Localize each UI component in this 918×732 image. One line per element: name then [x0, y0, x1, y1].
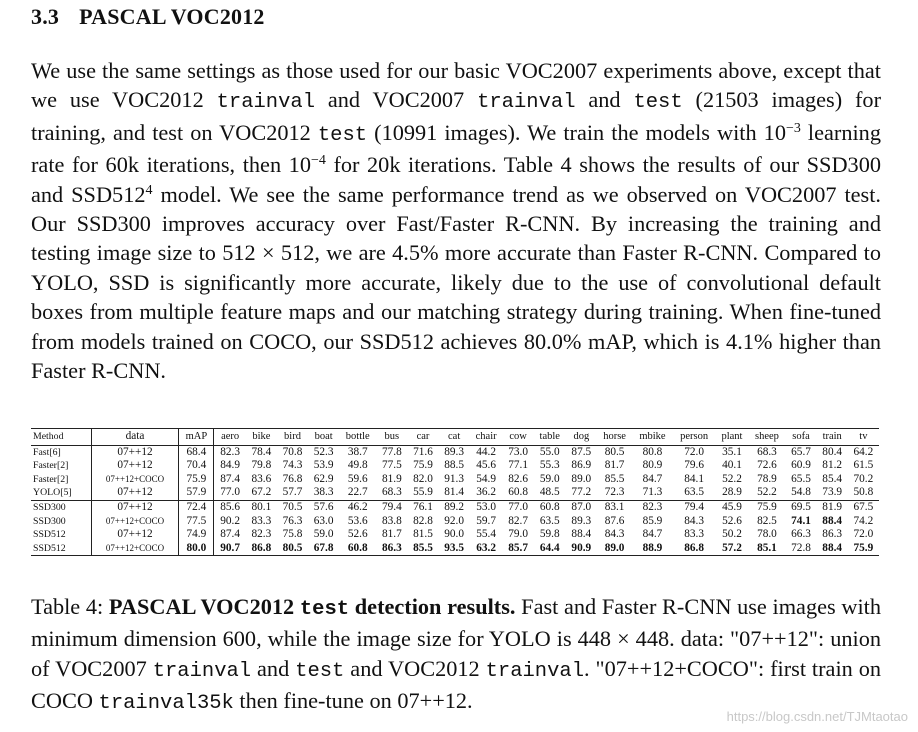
column-header: cow: [503, 429, 534, 446]
value-cell: 85.4: [822, 472, 843, 485]
value-cell: 79.4: [376, 500, 407, 514]
caption-text: and VOC2012: [344, 655, 486, 681]
value-cell: 70.2: [853, 472, 874, 485]
value-cell: 72.6: [757, 459, 777, 472]
method-cell: SSD300: [31, 500, 91, 514]
caption-code: trainval: [152, 659, 252, 683]
value-cell: 81.9: [817, 500, 848, 514]
value-cell: 77.2: [571, 486, 592, 499]
value-cell: 67.5: [848, 500, 879, 514]
column-header: sofa: [785, 429, 816, 446]
data-cell: 07++12+COCO: [91, 515, 179, 529]
value-cell: 89.3: [571, 514, 592, 527]
value-cell: 87.4: [220, 472, 241, 485]
value-cell: 52.6: [722, 514, 742, 527]
value-cell: 60.8: [508, 486, 529, 499]
value-cell: 80.5: [277, 542, 308, 556]
value-cell: 82.5: [757, 514, 777, 527]
value-cell: 63.5: [539, 514, 560, 527]
table-row: [31, 473, 879, 487]
table-caption: [31, 592, 881, 719]
value-cell: 86.9: [571, 459, 592, 472]
para-text: (21503 images) for training, and test on VOC2012: [31, 87, 881, 145]
column-header: dog: [566, 429, 597, 446]
value-cell: 50.8: [853, 486, 874, 499]
value-cell: 85.9: [642, 514, 663, 527]
column-header: mAP: [179, 429, 214, 446]
value-cell: 52.2: [722, 472, 742, 485]
value-cell: 80.1: [246, 500, 277, 514]
column-header: bus: [376, 429, 407, 446]
value-cell: 84.9: [220, 459, 241, 472]
value-cell: 83.1: [597, 500, 632, 514]
para-superscript: −3: [785, 120, 801, 136]
value-cell: 63.2: [470, 542, 503, 556]
data-cell: 07++12: [91, 459, 179, 473]
value-cell: 89.2: [439, 500, 470, 514]
column-header: data: [91, 429, 179, 446]
value-cell: 72.3: [604, 486, 625, 499]
value-cell: 86.3: [822, 528, 843, 541]
table-row: [31, 528, 879, 542]
value-cell: 64.2: [853, 445, 874, 458]
value-cell: 45.6: [476, 459, 497, 472]
value-cell: 60.8: [339, 542, 376, 556]
value-cell: 82.0: [413, 472, 433, 485]
value-cell: 88.5: [444, 459, 465, 472]
value-cell: 87.0: [566, 500, 597, 514]
value-cell: 81.5: [413, 528, 433, 541]
value-cell: 70.8: [282, 445, 303, 458]
value-cell: 22.7: [347, 486, 368, 499]
value-cell: 48.5: [539, 486, 560, 499]
value-cell: 89.0: [571, 472, 592, 485]
para-superscript: −4: [310, 153, 326, 169]
value-cell: 78.0: [757, 528, 777, 541]
value-cell: 35.1: [722, 445, 742, 458]
value-cell: 59.0: [539, 472, 560, 485]
value-cell: 89.3: [444, 445, 465, 458]
table-body: [31, 445, 879, 556]
caption-title: [109, 594, 516, 619]
value-cell: 69.5: [785, 500, 816, 514]
value-cell: 78.9: [757, 472, 777, 485]
value-cell: 77.5: [381, 459, 402, 472]
method-cell: SSD300: [33, 515, 66, 527]
value-cell: 85.5: [604, 472, 625, 485]
value-cell: 78.4: [251, 445, 272, 458]
value-cell: 84.3: [604, 528, 625, 541]
value-cell: 75.9: [179, 473, 214, 487]
data-cell: 07++12: [91, 445, 179, 459]
value-cell: 52.6: [347, 528, 368, 541]
value-cell: 81.9: [381, 472, 402, 485]
para-code: trainval: [477, 91, 576, 115]
column-header: person: [673, 429, 716, 446]
value-cell: 85.1: [748, 542, 785, 556]
value-cell: 90.2: [220, 514, 241, 527]
value-cell: 88.4: [571, 528, 592, 541]
para-code: test: [633, 91, 683, 115]
column-header: sheep: [748, 429, 785, 446]
value-cell: 44.2: [476, 445, 497, 458]
value-cell: 75.9: [848, 542, 879, 556]
column-header: mbike: [632, 429, 672, 446]
para-text: model. We see the same performance trend as we observed on VOC2007 test. Our SSD300 improves accuracy over Fast/Faster R-CNN. By increasing the training and testing image size to 512 × 512, we are 4.5% more accurate than Faster R-CNN. Compared to YOLO, SSD is significantly more accurate, likely due to the use of convolutional default boxes from multiple feature maps and our matching strategy during training. When fine-tuned from models trained on COCO, our SSD512 achieves 80.0% mAP, which is 4.1% higher than Faster R-CNN.: [31, 181, 882, 384]
value-cell: 82.3: [220, 445, 241, 458]
value-cell: 59.7: [476, 514, 497, 527]
value-cell: 86.8: [673, 542, 716, 556]
results-table: [31, 428, 879, 556]
value-cell: 49.8: [347, 459, 368, 472]
value-cell: 68.3: [381, 486, 402, 499]
column-header: table: [534, 429, 566, 446]
value-cell: 92.0: [444, 514, 465, 527]
caption-title-code: test: [299, 598, 350, 621]
section-number: 3.3: [31, 4, 60, 29]
data-cell: 07++12: [91, 528, 179, 542]
value-cell: 84.1: [684, 472, 704, 485]
table-row: [31, 500, 879, 514]
column-header: aero: [214, 429, 246, 446]
value-cell: 28.9: [722, 486, 742, 499]
value-cell: 81.7: [604, 459, 625, 472]
value-cell: 70.4: [179, 459, 214, 473]
column-header: plant: [716, 429, 749, 446]
value-cell: 72.0: [684, 445, 704, 458]
para-code: test: [317, 123, 368, 147]
column-header: boat: [308, 429, 339, 446]
watermark: https://blog.csdn.net/TJMtaotao: [726, 709, 908, 724]
value-cell: 74.9: [179, 528, 214, 542]
value-cell: 84.7: [642, 528, 663, 541]
value-cell: 90.0: [444, 528, 465, 541]
value-cell: 81.7: [381, 528, 402, 541]
value-cell: 91.3: [444, 472, 465, 485]
value-cell: 77.1: [508, 459, 529, 472]
value-cell: 71.6: [413, 445, 433, 458]
caption-code: test: [295, 659, 345, 683]
value-cell: 81.2: [822, 459, 843, 472]
data-cell: 07++12+COCO: [91, 473, 179, 487]
caption-title-text: PASCAL VOC2012: [108, 594, 300, 619]
value-cell: 70.5: [277, 500, 308, 514]
value-cell: 79.0: [508, 528, 529, 541]
value-cell: 83.8: [381, 514, 402, 527]
value-cell: 50.2: [722, 528, 742, 541]
value-cell: 86.3: [376, 542, 407, 556]
column-header: car: [407, 429, 438, 446]
value-cell: 85.6: [214, 500, 246, 514]
value-cell: 57.9: [179, 486, 214, 500]
value-cell: 66.3: [791, 528, 811, 541]
para-text: and: [575, 87, 634, 113]
section-heading: [31, 4, 265, 30]
value-cell: 86.8: [246, 542, 277, 556]
value-cell: 65.5: [791, 472, 811, 485]
value-cell: 84.3: [684, 514, 704, 527]
value-cell: 80.4: [822, 445, 843, 458]
value-cell: 52.2: [757, 486, 777, 499]
caption-text: Fast and Faster R-CNN use images with minimum dimension 600, while the image size for YOLO is 448 × 448. data: "07++12": union of VOC2007: [31, 594, 881, 681]
value-cell: 55.4: [476, 528, 497, 541]
value-cell: 80.8: [642, 445, 663, 458]
value-cell: 57.7: [282, 486, 303, 499]
column-header: chair: [470, 429, 503, 446]
value-cell: 90.9: [566, 542, 597, 556]
value-cell: 53.0: [470, 500, 503, 514]
value-cell: 55.3: [539, 459, 560, 472]
caption-text: then fine-tune on 07++12.: [233, 688, 473, 714]
column-header: cat: [439, 429, 470, 446]
value-cell: 63.0: [313, 514, 334, 527]
value-cell: 75.9: [748, 500, 785, 514]
value-cell: 80.0: [179, 542, 214, 556]
value-cell: 55.0: [539, 445, 560, 458]
value-cell: 52.3: [313, 445, 334, 458]
value-cell: 45.9: [716, 500, 749, 514]
para-code: trainval: [216, 91, 316, 115]
results-table-wrapper: [31, 428, 879, 556]
value-cell: 67.2: [251, 486, 272, 499]
method-cell: SSD512: [33, 529, 66, 541]
value-cell: 46.2: [339, 500, 376, 514]
value-cell: 72.8: [785, 542, 816, 556]
body-paragraph: [31, 56, 881, 385]
caption-text: and: [251, 655, 296, 681]
value-cell: 54.9: [476, 472, 497, 485]
value-cell: 82.3: [251, 528, 272, 541]
value-cell: 89.0: [597, 542, 632, 556]
value-cell: 59.0: [313, 528, 334, 541]
value-cell: 77.5: [179, 515, 214, 529]
value-cell: 59.8: [539, 528, 560, 541]
value-cell: 83.3: [684, 528, 704, 541]
value-cell: 67.8: [308, 542, 339, 556]
method-cell: SSD512: [31, 542, 91, 556]
column-header: Method: [31, 429, 91, 446]
method-cell: Faster[2]: [33, 460, 69, 472]
value-cell: 68.4: [179, 445, 214, 459]
para-text: (10991 images). We train the models with 10: [367, 119, 786, 145]
table-row: [31, 459, 879, 473]
value-cell: 82.3: [632, 500, 672, 514]
value-cell: 59.6: [347, 472, 368, 485]
value-cell: 87.6: [604, 514, 625, 527]
method-cell: Fast[6]: [33, 446, 61, 458]
value-cell: 75.9: [413, 459, 433, 472]
value-cell: 73.9: [822, 486, 843, 499]
column-header: horse: [597, 429, 632, 446]
value-cell: 55.9: [413, 486, 433, 499]
column-header: bike: [246, 429, 277, 446]
value-cell: 57.6: [308, 500, 339, 514]
value-cell: 93.5: [439, 542, 470, 556]
value-cell: 61.5: [853, 459, 874, 472]
method-cell: YOLO[5]: [33, 487, 72, 499]
column-header: bottle: [339, 429, 376, 446]
value-cell: 75.8: [282, 528, 303, 541]
value-cell: 79.6: [684, 459, 704, 472]
table-header-row: [31, 429, 879, 446]
value-cell: 79.8: [251, 459, 272, 472]
value-cell: 60.9: [791, 459, 811, 472]
value-cell: 76.3: [282, 514, 303, 527]
column-header: train: [817, 429, 848, 446]
caption-text: . "07++12+COCO": first train on COCO: [31, 655, 882, 714]
para-text: for 20k iterations. Table 4 shows the results of our SSD300 and SSD512: [31, 152, 881, 207]
data-cell: 07++12: [91, 486, 179, 500]
column-header: bird: [277, 429, 308, 446]
value-cell: 64.4: [534, 542, 566, 556]
value-cell: 82.6: [508, 472, 529, 485]
value-cell: 79.4: [673, 500, 716, 514]
value-cell: 68.3: [757, 445, 777, 458]
value-cell: 60.8: [534, 500, 566, 514]
value-cell: 88.4: [822, 514, 843, 527]
value-cell: 83.3: [251, 514, 272, 527]
value-cell: 90.7: [214, 542, 246, 556]
value-cell: 84.7: [642, 472, 663, 485]
value-cell: 77.0: [503, 500, 534, 514]
value-cell: 83.6: [251, 472, 272, 485]
value-cell: 74.1: [791, 514, 811, 527]
value-cell: 71.3: [642, 486, 663, 499]
footnote-marker: 4: [145, 182, 153, 198]
value-cell: 57.2: [716, 542, 749, 556]
value-cell: 77.8: [381, 445, 402, 458]
value-cell: 80.5: [604, 445, 625, 458]
method-cell: Faster[2]: [33, 473, 69, 485]
table-row: [31, 542, 879, 556]
value-cell: 65.7: [791, 445, 811, 458]
data-cell: 07++12: [91, 500, 179, 514]
value-cell: 54.8: [791, 486, 811, 499]
column-header: tv: [848, 429, 879, 446]
caption-code: trainval35k: [98, 692, 234, 716]
value-cell: 38.7: [347, 445, 368, 458]
value-cell: 88.4: [817, 542, 848, 556]
table-row: [31, 515, 879, 529]
value-cell: 76.1: [407, 500, 438, 514]
para-text: and VOC2007: [315, 87, 478, 113]
value-cell: 40.1: [722, 459, 742, 472]
value-cell: 76.8: [282, 472, 303, 485]
value-cell: 81.4: [444, 486, 465, 499]
caption-code: trainval: [485, 659, 585, 683]
value-cell: 36.2: [476, 486, 497, 499]
value-cell: 73.0: [508, 445, 529, 458]
value-cell: 74.3: [282, 459, 303, 472]
value-cell: 82.7: [508, 514, 529, 527]
value-cell: 82.8: [413, 514, 433, 527]
value-cell: 53.6: [347, 514, 368, 527]
value-cell: 62.9: [313, 472, 334, 485]
table-row: [31, 486, 879, 500]
value-cell: 85.7: [503, 542, 534, 556]
value-cell: 53.9: [313, 459, 334, 472]
table-row: [31, 445, 879, 459]
value-cell: 87.5: [571, 445, 592, 458]
value-cell: 38.3: [313, 486, 334, 499]
value-cell: 88.9: [632, 542, 672, 556]
value-cell: 87.4: [220, 528, 241, 541]
para-text: We use the same settings as those used for our basic VOC2007 experiments above, except that we use VOC2012: [31, 58, 881, 113]
caption-label: Table 4:: [31, 594, 109, 619]
value-cell: 74.2: [853, 514, 874, 527]
data-cell: 07++12+COCO: [91, 542, 179, 556]
value-cell: 80.9: [642, 459, 663, 472]
value-cell: 85.5: [407, 542, 438, 556]
value-cell: 63.5: [684, 486, 704, 499]
value-cell: 72.0: [853, 528, 874, 541]
section-title: PASCAL VOC2012: [79, 4, 265, 29]
value-cell: 77.0: [220, 486, 241, 499]
para-text: learning rate for 60k iterations, then 10: [31, 119, 881, 178]
value-cell: 72.4: [179, 500, 214, 514]
caption-title-text: detection results.: [349, 594, 516, 619]
